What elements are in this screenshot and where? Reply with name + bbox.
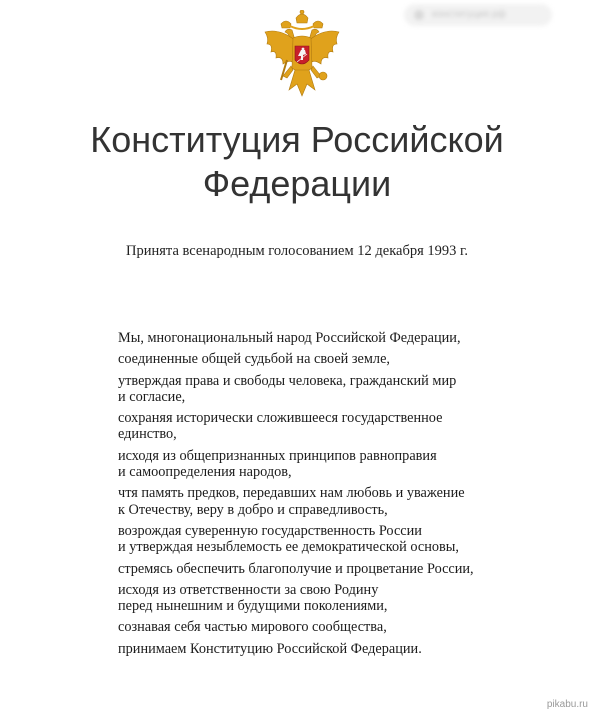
preamble-paragraph — [118, 619, 538, 635]
preamble-paragraph — [118, 330, 538, 346]
blurred-browser-tab — [404, 4, 552, 26]
preamble-line: сознавая себя частью мирового сообщества, — [118, 619, 387, 636]
preamble-line: принимаем Конституцию Российской Федерации. — [118, 640, 422, 657]
preamble-line: и согласие, — [118, 388, 186, 405]
preamble-paragraph — [118, 485, 538, 518]
preamble-line: и утверждая незыблемость ее демократической основы, — [118, 539, 459, 556]
preamble-paragraph — [118, 410, 538, 443]
page-title — [0, 118, 594, 206]
title-line-2: Федерации — [202, 163, 392, 204]
adoption-note: Принята всенародным голосованием 12 декабря 1993 г. — [126, 243, 468, 259]
preamble-line: утверждая права и свободы человека, гражданский мир — [118, 372, 457, 389]
preamble-line: Мы, многонациональный народ Российской Федерации, — [118, 330, 461, 346]
preamble-line: чтя память предков, передавших нам любовь и уважение — [118, 485, 465, 502]
preamble-line: к Отечеству, веру в добро и справедливость, — [118, 501, 388, 518]
russian-coat-of-arms-icon — [259, 10, 345, 102]
preamble-line: стремясь обеспечить благополучие и процветание России, — [118, 560, 474, 577]
preamble-line: исходя из общепризнанных принципов равноправия — [118, 447, 437, 464]
preamble-line: сохраняя исторически сложившееся государственное — [118, 410, 443, 427]
preamble-line: перед нынешним и будущими поколениями, — [118, 598, 388, 615]
blurred-tab-text: конституция рф — [432, 9, 506, 20]
preamble-paragraph — [118, 448, 538, 481]
tab-favicon-icon — [414, 10, 424, 20]
preamble-paragraph — [118, 582, 538, 615]
preamble-paragraph — [118, 373, 538, 406]
preamble-line: и самоопределения народов, — [118, 464, 292, 481]
preamble-line: единство, — [118, 426, 177, 443]
preamble-paragraph — [118, 523, 538, 556]
preamble-paragraph — [118, 641, 538, 657]
source-watermark: pikabu.ru — [546, 699, 588, 710]
preamble-line: возрождая суверенную государственность России — [118, 522, 422, 539]
preamble-paragraph — [118, 351, 538, 367]
preamble-line: исходя из ответственности за свою Родину — [118, 581, 379, 598]
preamble-paragraph — [118, 561, 538, 577]
preamble-text — [118, 330, 538, 662]
preamble-line: соединенные общей судьбой на своей земле, — [118, 351, 390, 368]
title-line-1: Конституция Российской — [90, 119, 504, 160]
